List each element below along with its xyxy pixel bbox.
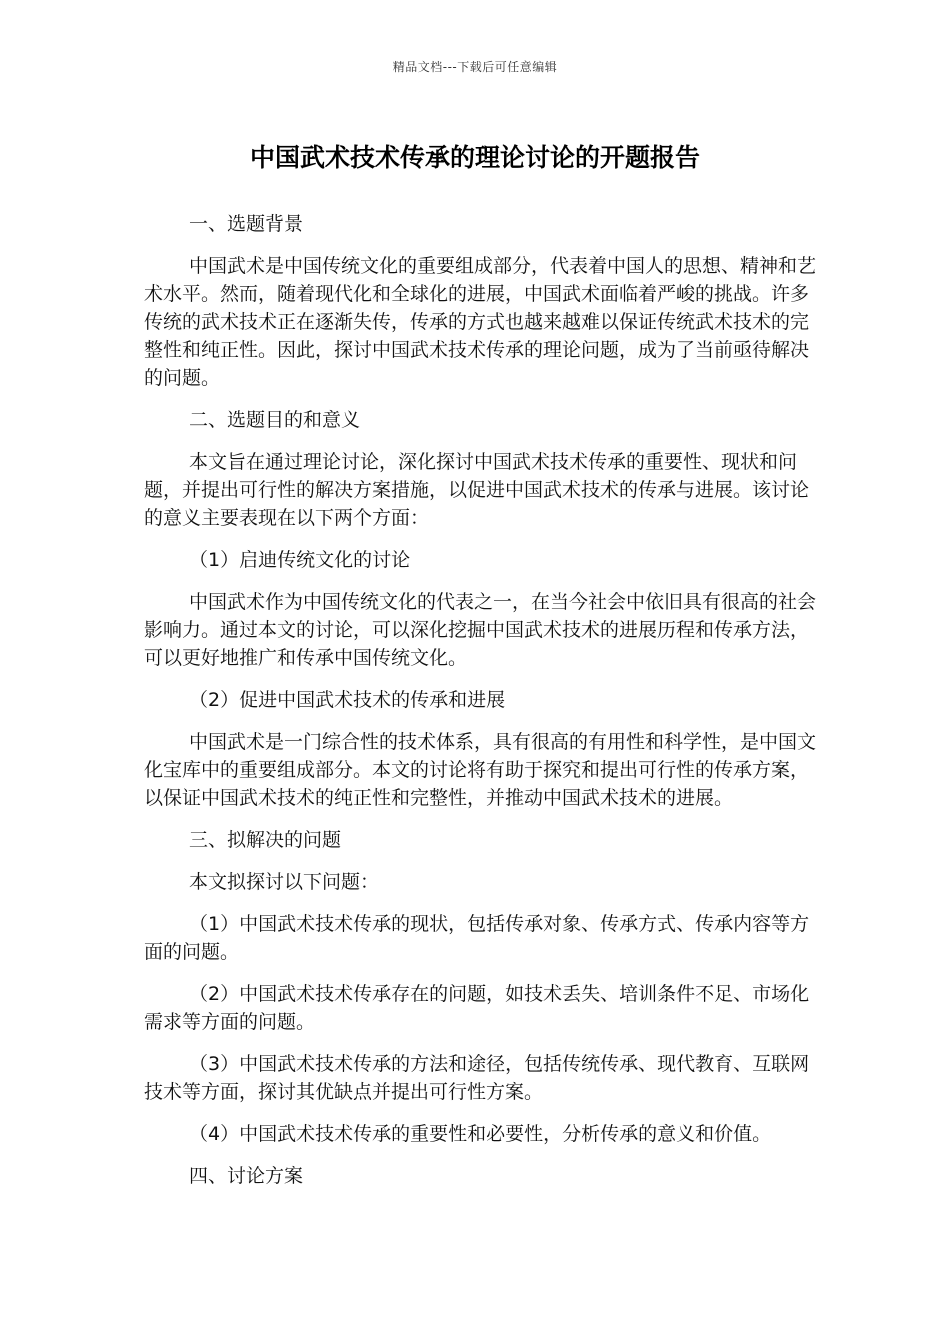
problem-item: （1）中国武术技术传承的现状，包括传承对象、传承方式、传承内容等方面的问题。 [144, 913, 810, 963]
document-body [144, 210, 818, 1204]
paragraph-inheritance: 中国武术是一门综合性的技术体系，具有很高的有用性和科学性，是中国文化宝库中的重要组成部分。本文的讨论将有助于探究和提出可行性的传承方案，以保证中国武术技术的纯正性和完整性，并推动中国武术技术的进展。 [144, 731, 817, 809]
section-heading-problems: 三、拟解决的问题 [189, 829, 342, 851]
header-note: 精品文档---下载后可任意编辑 [392, 60, 558, 74]
section-heading-purpose: 二、选题目的和意义 [189, 409, 361, 431]
paragraph-background: 中国武术是中国传统文化的重要组成部分，代表着中国人的思想、精神和艺术水平。然而，随着现代化和全球化的进展，中国武术面临着严峻的挑战。许多传统的武术技术正在逐渐失传，传承的方式也越来越难以保证传统武术技术的完整性和纯正性。因此，探讨中国武术技术传承的理论问题，成为了当前亟待解决的问题。 [144, 255, 817, 389]
section-heading-plan: 四、讨论方案 [189, 1165, 304, 1187]
subheading-culture: （1）启迪传统文化的讨论 [189, 549, 411, 571]
paragraph-purpose: 本文旨在通过理论讨论，深化探讨中国武术技术传承的重要性、现状和问题，并提出可行性的解决方案措施，以促进中国武术技术的传承与进展。该讨论的意义主要表现在以下两个方面： [144, 451, 810, 529]
paragraph-culture: 中国武术作为中国传统文化的代表之一，在当今社会中依旧具有很高的社会影响力。通过本文的讨论，可以深化挖掘中国武术技术的进展历程和传承方法，可以更好地推广和传承中国传统文化。 [144, 591, 817, 669]
problem-item: （3）中国武术技术传承的方法和途径，包括传统传承、现代教育、互联网技术等方面，探讨其优缺点并提出可行性方案。 [144, 1053, 810, 1103]
section-heading-background: 一、选题背景 [189, 213, 304, 235]
problem-item: （2）中国武术技术传承存在的问题，如技术丢失、培训条件不足、市场化需求等方面的问题。 [144, 983, 810, 1033]
document-title: 中国武术技术传承的理论讨论的开题报告 [249, 143, 700, 172]
problem-item: （4）中国武术技术传承的重要性和必要性，分析传承的意义和价值。 [189, 1123, 772, 1145]
paragraph-problems-intro: 本文拟探讨以下问题： [189, 871, 380, 893]
subheading-inheritance: （2）促进中国武术技术的传承和进展 [189, 689, 506, 711]
